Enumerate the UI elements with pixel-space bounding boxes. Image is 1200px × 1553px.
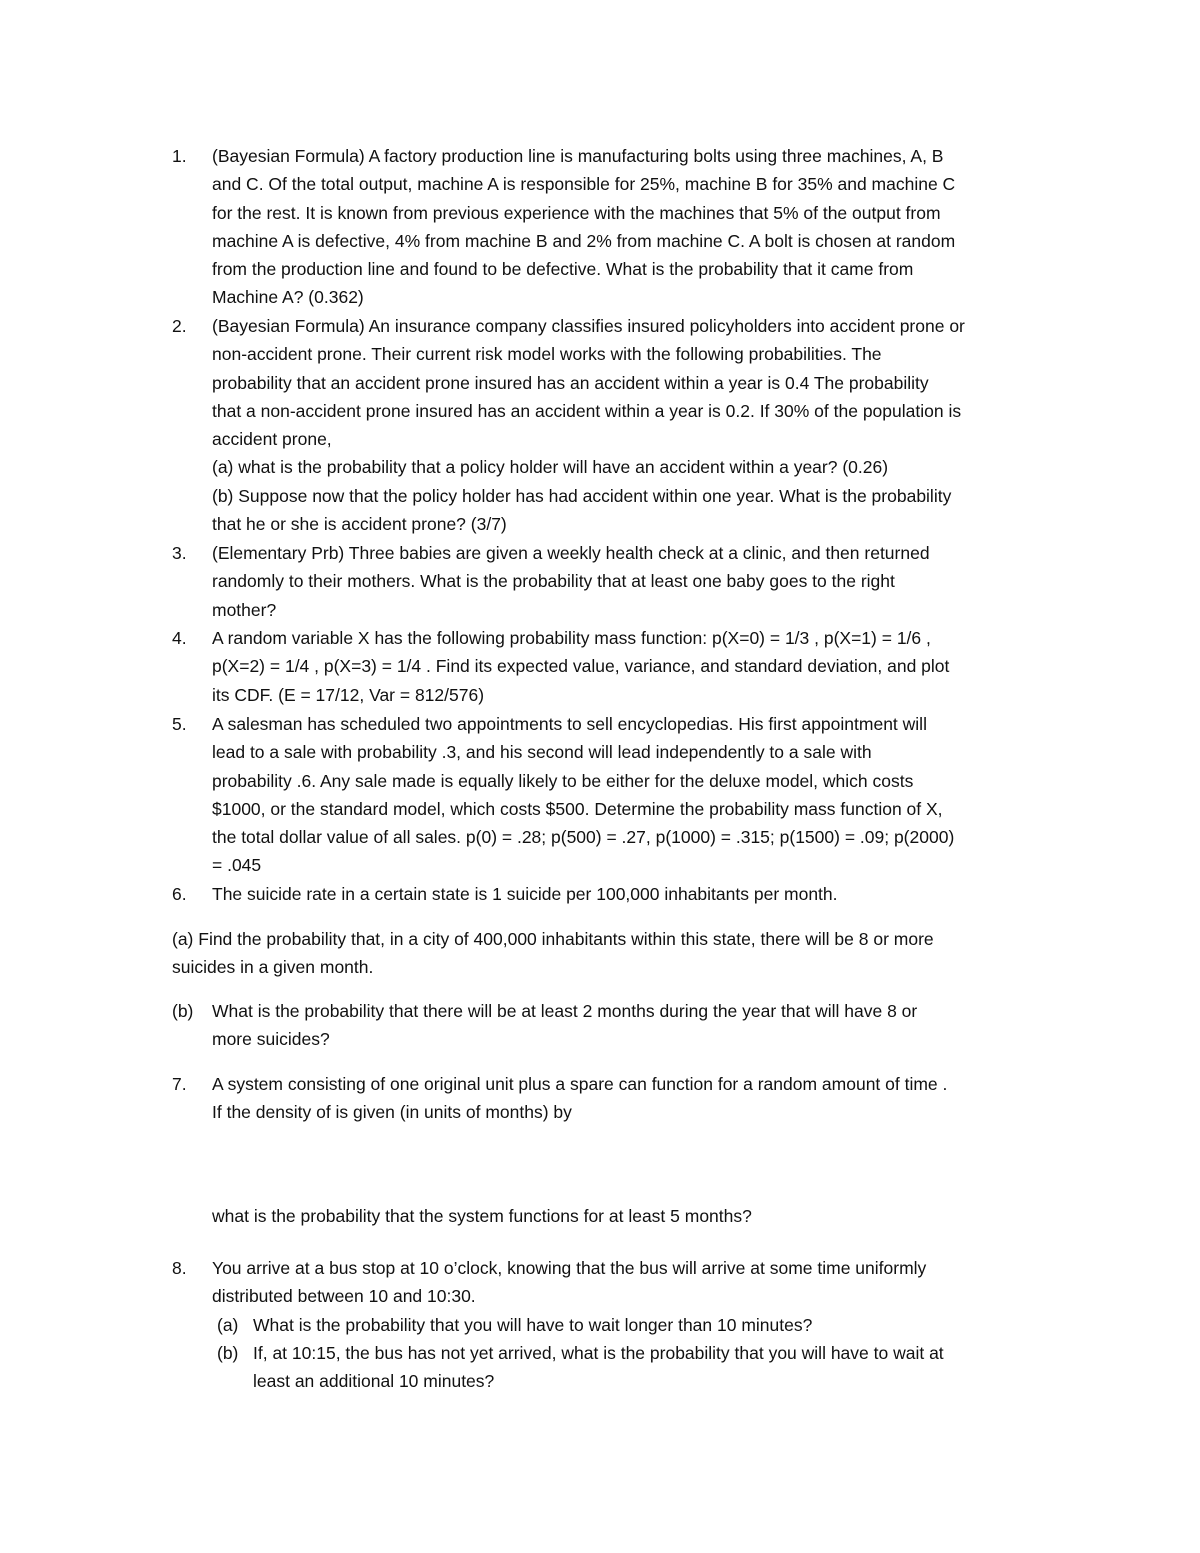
question-line: its CDF. (E = 17/12, Var = 812/576) [212, 684, 485, 705]
question-line: that a non-accident prone insured has an accident within a year is 0.2. If 30% of the population is [212, 400, 962, 421]
question-line: (Bayesian Formula) An insurance company classifies insured policyholders into accident prone or [212, 316, 965, 336]
question-line: If the density of is given (in units of months) by [212, 1102, 572, 1123]
question-line: A salesman has scheduled two appointments to sell encyclopedias. His first appointment will [212, 714, 927, 734]
question-number: 3. [172, 543, 187, 563]
question-line: accident prone, [212, 429, 332, 450]
part-label: (b) [172, 1001, 194, 1021]
question-number: 7. [172, 1074, 187, 1094]
question-number: 4. [172, 628, 187, 648]
question-line: The suicide rate in a certain state is 1 suicide per 100,000 inhabitants per month. [212, 884, 838, 904]
question-line: more suicides? [212, 1029, 330, 1050]
question-number: 5. [172, 714, 187, 734]
question-number: 6. [172, 884, 187, 904]
question-line: and C. Of the total output, machine A is responsible for 25%, machine B for 35% and machine C [212, 174, 956, 195]
question-line: probability that an accident prone insured has an accident within a year is 0.4 The probability [212, 372, 929, 393]
question-line: (b) Suppose now that the policy holder has had accident within one year. What is the probability [212, 485, 952, 506]
question-line: If, at 10:15, the bus has not yet arrived, what is the probability that you will have to wait at [253, 1342, 944, 1363]
question-line: mother? [212, 599, 277, 620]
question-line: least an additional 10 minutes? [253, 1371, 495, 1392]
question-line: machine A is defective, 4% from machine B and 2% from machine C. A bolt is chosen at random [212, 230, 956, 251]
question-line: suicides in a given month. [172, 957, 374, 978]
part-label: (b) [217, 1342, 239, 1363]
question-line: Machine A? (0.362) [212, 287, 364, 308]
question-line: A system consisting of one original unit plus a spare can function for a random amount of time . [212, 1074, 948, 1094]
question-line: $1000, or the standard model, which costs $500. Determine the probability mass function of X, [212, 798, 943, 819]
question-line: lead to a sale with probability .3, and his second will lead independently to a sale with [212, 742, 872, 763]
question-line: for the rest. It is known from previous experience with the machines that 5% of the output from [212, 202, 941, 223]
question-line: probability .6. Any sale made is equally likely to be either for the deluxe model, which costs [212, 770, 914, 791]
question-line: (Bayesian Formula) A factory production line is manufacturing bolts using three machines, A, B [212, 146, 944, 166]
question-line: You arrive at a bus stop at 10 o’clock, knowing that the bus will arrive at some time uniformly [212, 1258, 927, 1278]
question-line: non-accident prone. Their current risk model works with the following probabilities. The [212, 344, 882, 365]
question-number: 1. [172, 146, 187, 166]
question-line: that he or she is accident prone? (3/7) [212, 514, 507, 535]
question-line: from the production line and found to be defective. What is the probability that it came from [212, 259, 914, 280]
question-number: 8. [172, 1258, 187, 1278]
part-label: (a) [217, 1314, 239, 1335]
question-line: the total dollar value of all sales. p(0) = .28; p(500) = .27, p(1000) = .315; p(1500) = .09; p(2000) [212, 827, 955, 848]
question-line: = .045 [212, 855, 262, 876]
question-line: p(X=2) = 1/4 , p(X=3) = 1/4 . Find its expected value, variance, and standard deviation, and plot [212, 656, 950, 677]
question-line: what is the probability that the system functions for at least 5 months? [212, 1206, 752, 1226]
question-number: 2. [172, 316, 187, 336]
question-line: What is the probability that you will have to wait longer than 10 minutes? [253, 1314, 813, 1335]
question-line: (a) what is the probability that a policy holder will have an accident within a year? (0.26) [212, 457, 889, 478]
question-line: randomly to their mothers. What is the probability that at least one baby goes to the right [212, 571, 895, 592]
question-line: (a) Find the probability that, in a city of 400,000 inhabitants within this state, there will be 8 or more [172, 929, 934, 949]
question-line: A random variable X has the following probability mass function: p(X=0) = 1/3 , p(X=1) = 1/6 , [212, 628, 931, 648]
question-line: What is the probability that there will be at least 2 months during the year that will have 8 or [212, 1001, 918, 1021]
question-line: distributed between 10 and 10:30. [212, 1286, 476, 1307]
question-line: (Elementary Prb) Three babies are given a weekly health check at a clinic, and then returned [212, 543, 930, 563]
